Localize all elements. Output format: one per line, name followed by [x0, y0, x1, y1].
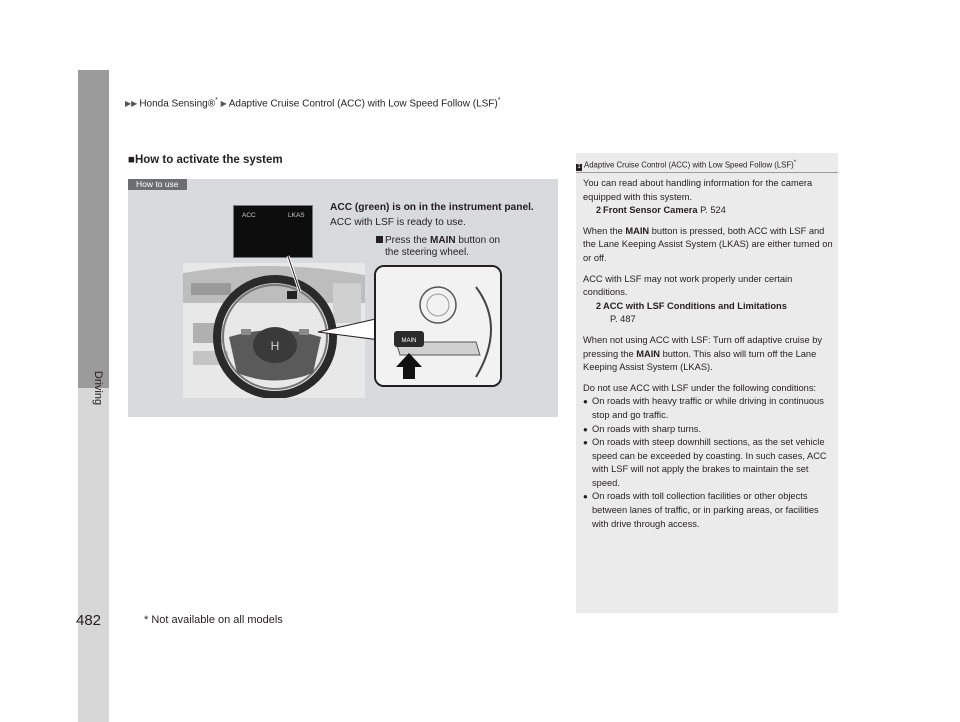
list-item: ● On roads with toll collection facilities or other objects between lanes of traffic, or in parking areas, or facilities with drive through access.: [583, 490, 833, 531]
notes-title-text: Adaptive Cruise Control (ACC) with Low Speed Follow (LSF): [584, 160, 794, 170]
footnote-star: *: [497, 97, 501, 104]
note-text: ACC with LSF may not work properly under certain conditions.: [583, 273, 793, 298]
main-button-inset: [374, 265, 502, 387]
page-number: 482: [76, 612, 102, 629]
list-item: ● On roads with sharp turns.: [583, 423, 833, 437]
square-bullet-icon: [376, 236, 383, 243]
divider: [576, 172, 838, 173]
press-prefix: Press the: [385, 235, 431, 246]
notes-title: [576, 160, 796, 171]
how-to-use-tag: How to use: [128, 179, 187, 190]
xref-icon: 2: [596, 205, 602, 216]
cluster-lkas-indicator: LKAS: [288, 212, 305, 219]
list-item: ● On roads with heavy traffic or while driving in continuous stop and go traffic.: [583, 395, 833, 422]
figure-caption: [330, 200, 534, 230]
breadcrumb-item-honda-sensing: Honda Sensing®: [139, 98, 216, 110]
note-marker-icon: 1: [577, 163, 581, 170]
notes-body: [583, 177, 833, 531]
arrow-icon: ▶▶: [125, 99, 138, 109]
note-text: When the: [583, 225, 626, 236]
breadcrumb-item-acc: Adaptive Cruise Control (ACC) with Low Speed Follow (LSF): [228, 98, 498, 110]
note-text: You can read about handling information for the camera equipped with this system.: [583, 178, 813, 202]
note-text: button is pressed, both ACC with LSF and the Lane Keeping Assist System (LKAS) are either turned on or off.: [583, 225, 833, 263]
note-paragraph: [583, 334, 833, 375]
press-main-bold: MAIN: [430, 235, 456, 246]
xref-page: P. 487: [610, 314, 636, 325]
press-main-caption: [376, 235, 500, 259]
caption-line-2: ACC with LSF is ready to use.: [330, 217, 466, 228]
caption-line-1: ACC (green) is on in the instrument panel.: [330, 202, 534, 213]
note-paragraph: [583, 225, 833, 266]
note-bold: MAIN: [636, 348, 660, 359]
press-suffix: button on: [455, 235, 501, 246]
button-closeup-icon: [376, 267, 500, 385]
xref-front-sensor-camera[interactable]: [583, 205, 726, 215]
xref-acc-conditions[interactable]: [583, 301, 787, 311]
footnote-star: *: [793, 160, 797, 166]
footnote: * Not available on all models: [144, 614, 283, 626]
xref-icon: 2: [596, 300, 602, 311]
note-text: When not using ACC with LSF: Turn off adaptive cruise by pressing the: [583, 334, 823, 359]
note-paragraph: [583, 382, 833, 396]
arrow-icon: ▶: [220, 99, 227, 109]
cluster-acc-indicator: ACC: [242, 212, 256, 219]
conditions-list: [583, 395, 833, 531]
xref-page: P. 524: [697, 205, 726, 216]
svg-text:MAIN: MAIN: [401, 338, 417, 344]
svg-text:H: H: [270, 339, 280, 353]
section-heading: ■How to activate the system: [128, 154, 283, 166]
chapter-label: Driving: [92, 370, 104, 406]
footnote-star: *: [215, 97, 218, 104]
note-text: button. This also will turn off the Lane Keeping Assist System (LKAS).: [583, 348, 817, 373]
note-paragraph: [583, 177, 833, 218]
xref-title: ACC with LSF Conditions and Limitations: [603, 300, 787, 311]
note-bold: MAIN: [625, 225, 650, 236]
note-text: Do not use ACC with LSF under the following conditions:: [583, 382, 817, 393]
press-line-2: the steering wheel.: [385, 247, 469, 258]
list-item: ● On roads with steep downhill sections, as the set vehicle speed can be exceeded by coasting. In such cases, ACC with LSF will not apply the brakes to maintain the set speed.: [583, 436, 833, 490]
note-paragraph: [583, 273, 833, 327]
xref-title: Front Sensor Camera: [603, 205, 698, 216]
